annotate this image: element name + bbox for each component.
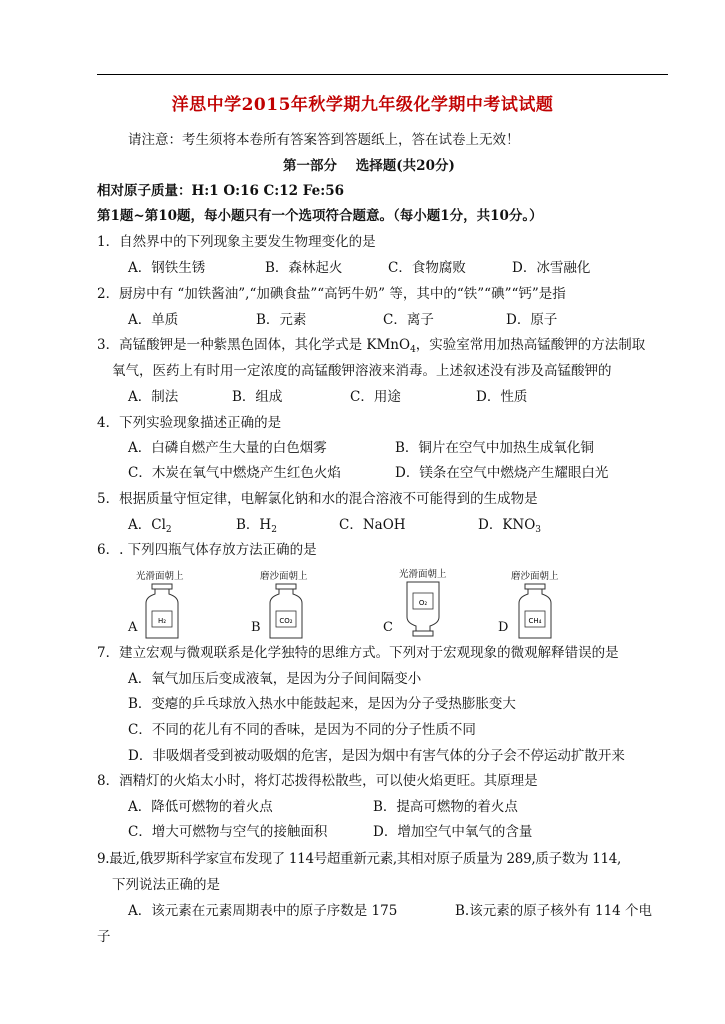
q7-option-c: C．不同的花儿有不同的香味，是因为不同的分子性质不同 [128,722,476,738]
q5-option-a: A．$Cl_2$ [128,517,172,535]
q1-option-d: D．冰雪融化 [512,260,591,276]
q3-stem-line2: 氧气，医药上有时用一定浓度的高锰酸钾溶液来消毒。上述叙述没有涉及高锰酸钾的 [112,363,612,379]
top-rule [97,74,668,75]
q1-stem: 1．自然界中的下列现象主要发生物理变化的是 [97,234,376,250]
q2-option-a: A．单质 [128,312,179,328]
atomic-mass-line: 相对原子质量：H:1 O:16 C:12 Fe:56 [97,183,344,199]
q3-option-b: B．组成 [232,389,283,405]
bottle-d-gas: CH₄ [528,617,542,625]
q1-option-b: B．森林起火 [265,260,343,276]
bottle-d-icon [515,583,555,639]
q9-stem-line1: 9.最近,俄罗斯科学家宣布发现了 114号超重新元素,其相对原子质量为 289,质子数为 114, [97,851,622,867]
bottle-b-label: 磨沙面朝上 [260,571,308,582]
q9-option-b: B.该元素的原子核外有 114 个电 [455,903,653,919]
q6-stem: 6．. 下列四瓶气体存放方法正确的是 [97,542,317,558]
instructions: 第1题~第10题，每小题只有一个选项符合题意。（每小题1分，共10分。） [97,208,543,224]
q4-option-b: B．铜片在空气中加热生成氧化铜 [395,440,594,456]
q8-stem: 8．酒精灯的火焰太小时，将灯芯拨得松散些，可以使火焰更旺。其原理是 [97,773,538,789]
q2-option-b: B．元素 [256,312,307,328]
part-title: 第一部分 选择题(共20分) [283,158,455,174]
q5-option-c: C．NaOH [339,517,406,533]
bottle-a-gas: H₂ [157,617,167,625]
q9-option-b-continued: 子 [97,929,111,945]
bottle-a-label: 光滑面朝上 [136,571,184,582]
bottle-b-gas: CO₂ [279,617,293,625]
bottle-b-letter: B [251,620,261,635]
q7-stem: 7．建立宏观与微观联系是化学独特的思维方式。下列对于宏观现象的微观解释错误的是 [97,645,619,661]
q7-option-b: B．变瘪的乒乓球放入热水中能鼓起来，是因为分子受热膨胀变大 [128,696,516,712]
q2-option-d: D．原子 [506,312,558,328]
bottle-c-icon [403,581,443,637]
q8-option-a: A．降低可燃物的着火点 [128,799,273,815]
q2-option-c: C．离子 [383,312,434,328]
q4-option-a: A．白磷自燃产生大量的白色烟雾 [128,440,327,456]
bottle-a-letter: A [128,620,138,635]
q4-stem: 4．下列实验现象描述正确的是 [97,415,282,431]
q1-option-c: C．食物腐败 [388,260,466,276]
exam-title: 洋思中学2015年秋学期九年级化学期中考试试题 [171,95,554,115]
q1-option-a: A．钢铁生锈 [128,260,206,276]
q5-stem: 5．根据质量守恒定律，电解氯化钠和水的混合溶液不可能得到的生成物是 [97,491,538,507]
bottle-d-label: 磨沙面朝上 [511,571,559,582]
q8-option-b: B．提高可燃物的着火点 [373,799,518,815]
bottle-c-label: 光滑面朝上 [399,569,447,580]
q3-option-c: C．用途 [350,389,401,405]
q8-option-d: D．增加空气中氧气的含量 [373,824,533,840]
q3-option-a: A．制法 [128,389,179,405]
bottle-c-gas: O₂ [418,599,428,607]
q8-option-c: C．增大可燃物与空气的接触面积 [128,824,328,840]
bottle-a-icon [142,583,182,639]
q3-stem-line1: 3．高锰酸钾是一种紫黑色固体，其化学式是 KMnO$_4$，实验室常用加热高锰酸钾的方法制取 [97,337,646,355]
bottle-b-icon [266,583,306,639]
q2-stem: 2．厨房中有 “加铁酱油”,“加碘食盐”“高钙牛奶” 等，其中的“铁”“碘”“钙”是指 [97,286,566,302]
bottle-c-letter: C [383,620,393,635]
q5-option-d: D．$KNO_3$ [478,517,542,535]
q4-option-d: D．镁条在空气中燃烧产生耀眼白光 [395,465,609,481]
q9-stem-line2: 下列说法正确的是 [112,877,220,893]
q7-option-a: A．氧气加压后变成液氧，是因为分子间间隔变小 [128,671,422,687]
q5-option-b: B．$H_2$ [236,517,277,535]
q3-option-d: D．性质 [476,389,528,405]
q4-option-c: C．木炭在氧气中燃烧产生红色火焰 [128,465,341,481]
q7-option-d: D．非吸烟者受到被动吸烟的危害，是因为烟中有害气体的分子会不停运动扩散开来 [128,748,625,764]
notice: 请注意：考生须将本卷所有答案答到答题纸上，答在试卷上无效！ [128,132,520,148]
q9-option-a: A．该元素在元素周期表中的原子序数是 175 [128,903,398,919]
bottle-d-letter: D [498,620,509,635]
